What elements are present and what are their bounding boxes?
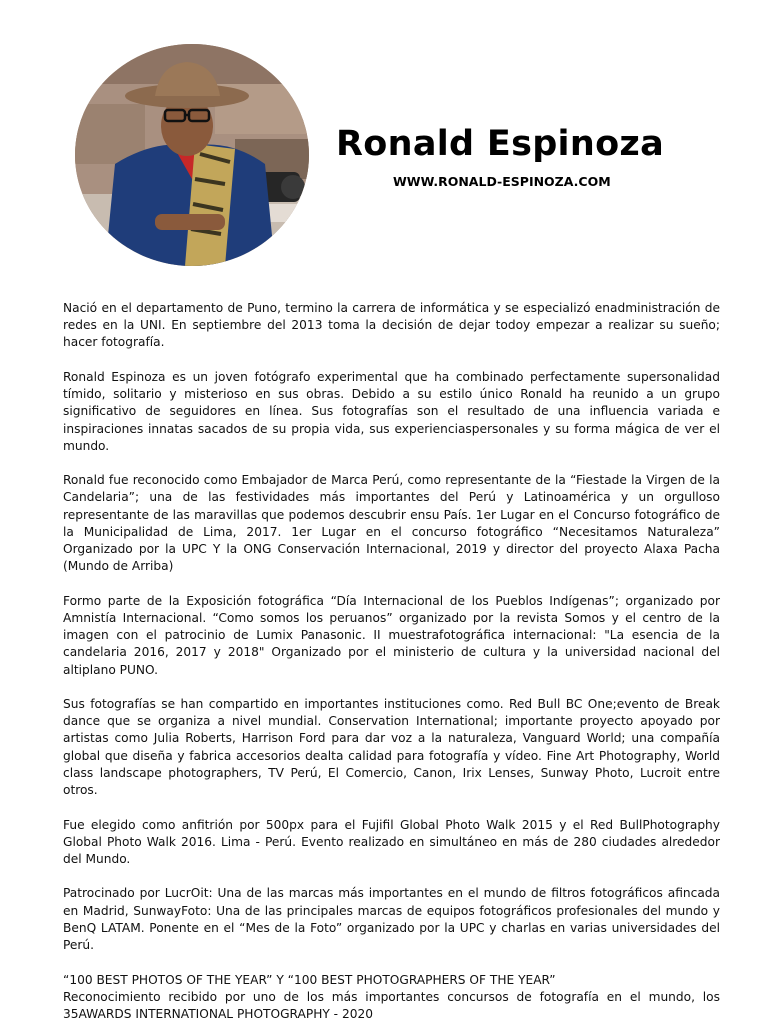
author-name: Ronald Espinoza bbox=[336, 124, 665, 164]
bio-paragraph: Ronald Espinoza es un joven fotógrafo experimental que ha combinado perfectamente supersonalidad tímido, solitario y misterioso en sus obras. Debido a su estilo único Ronald ha reunido a un grupo significativo de seguidores en línea. Sus fotografías son el resultado de una influencia variada e inspiraciones innatas sacados de su propia vida, sus experienciaspersonales y su forma mágica de ver el mundo. bbox=[63, 369, 720, 453]
awards-title: “100 BEST PHOTOS OF THE YEAR” Y “100 BEST PHOTOGRAPHERS OF THE YEAR” bbox=[63, 972, 556, 987]
bio-paragraph: Patrocinado por LucrOit: Una de las marcas más importantes en el mundo de filtros fotográficos afincada en Madrid, SunwayFoto: Una de las principales marcas de equipos fotográficos profesionales del mundo y BenQ LATAM. Ponente en el “Mes de la Foto” organizado por la UPC y charlas en varias universidades del Perú. bbox=[63, 886, 720, 953]
bio-paragraph: Nació en el departamento de Puno, termino la carrera de informática y se especializó enadministración de redes en la UNI. En septiembre del 2013 toma la decisión de dejar todoy empezar a realizar su sueño; hacer fotografía. bbox=[63, 301, 720, 350]
bio-paragraph: Fue elegido como anfitrión por 500px para el Fujifil Global Photo Walk 2015 y el Red BullPhotography Global Photo Walk 2016. Lima - Perú. Evento realizado en simultáneo en más de 280 ciudades alrededor del Mundo. bbox=[63, 817, 720, 866]
portrait-photo bbox=[75, 44, 309, 266]
bio-paragraph: Ronald fue reconocido como Embajador de Marca Perú, como representante de la “Fiestade la Virgen de la Candelaria”; una de las festividades más importantes del Perú y Latinoamérica y un orgulloso representante de las maravillas que podemos descubrir ensu País. 1er Lugar en el Concurso fotográfico de la Municipalidad de Lima, 2017. 1er Lugar en el concurso fotográfico “Necesitamos Naturaleza” Organizado por la UPC Y la ONG Conservación Internacional, 2019 y director del proyecto Alaxa Pacha (Mundo de Arriba) bbox=[63, 473, 720, 574]
bio-paragraph: Formo parte de la Exposición fotográfica “Día Internacional de los Pueblos Indígenas”; organizado por Amnistía Internacional. “Como somos los peruanos” organizado por la revista Somos y el centro de la imagen con el patrocinio de Lumix Panasonic. II muestrafotográfica internacional: "La esencia de la candelaria 2016, 2017 y 2018" Organizado por el ministerio de cultura y la universidad nacional del altiplano PUNO. bbox=[63, 593, 720, 677]
bio-paragraph: Sus fotografías se han compartido en importantes instituciones como. Red Bull BC One;evento de Break dance que se organiza a nivel mundial. Conservation International; importante proyecto apoyado por artistas como Julia Roberts, Harrison Ford para dar voz a la naturaleza, Vanguard World; una compañía global que diseña y fabrica accesorios dealta calidad para fotografía y vídeo. Fine Art Photography, World class landscape photographers, TV Perú, El Comercio, Canon, Irix Lenses, Sunway Photo, Lucroit entre otros. bbox=[63, 697, 720, 798]
awards-text: Reconocimiento recibido por uno de los más importantes concursos de fotografía en el mundo, los 35AWARDS INTERNATIONAL PHOTOGRAPHY - 2020 bbox=[63, 989, 720, 1021]
biography bbox=[63, 300, 720, 1023]
website-link[interactable]: WWW.RONALD-ESPINOZA.COM bbox=[393, 174, 611, 189]
portrait-illustration bbox=[75, 44, 309, 266]
